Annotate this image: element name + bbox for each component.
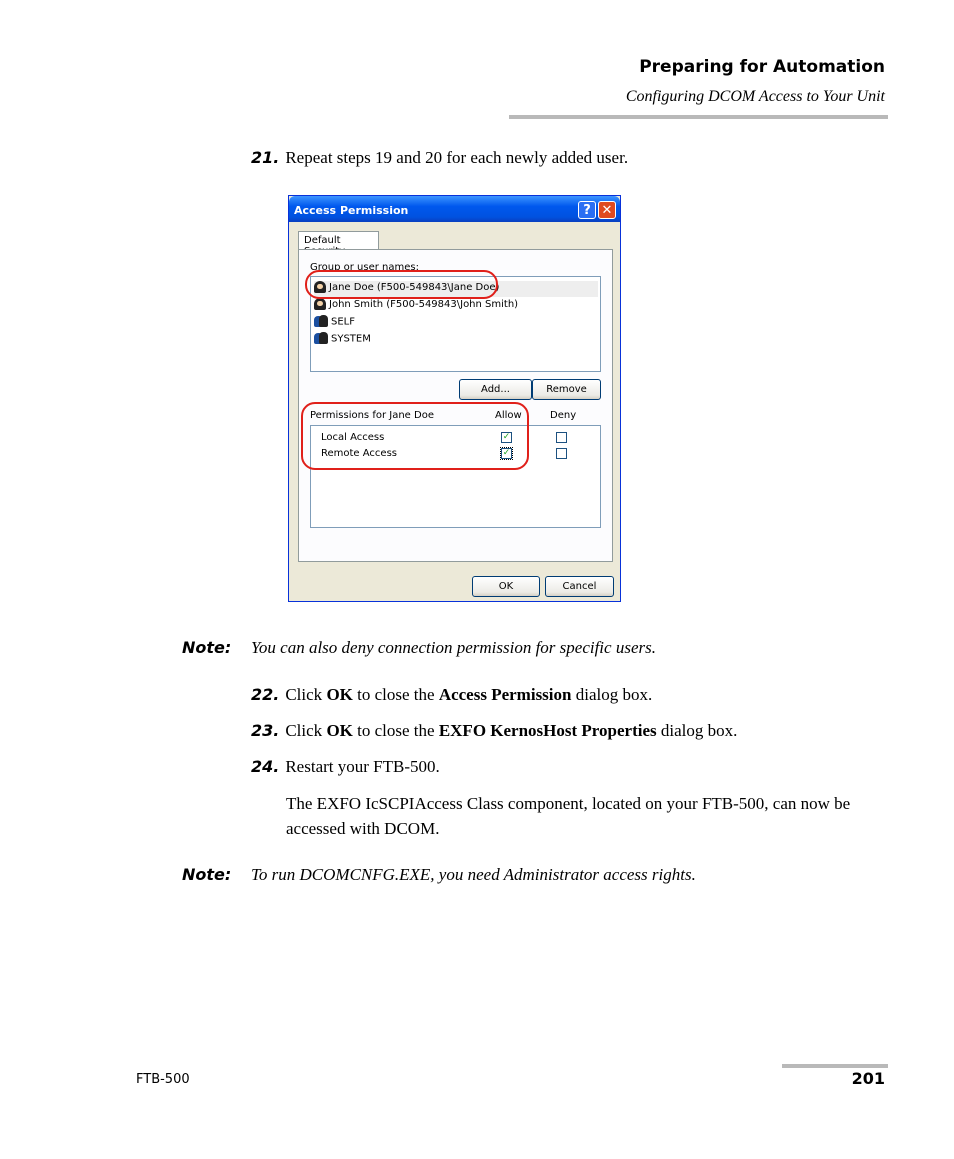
close-button[interactable]: ✕	[598, 201, 616, 219]
note-label: Note:	[182, 638, 232, 657]
ok-button[interactable]: OK	[472, 576, 540, 597]
step-bold: OK	[326, 721, 353, 740]
list-item[interactable]	[314, 315, 355, 331]
dialog-title: Access Permission	[294, 204, 409, 217]
footer-rule	[782, 1064, 888, 1068]
tab-default-security[interactable]: Default	[298, 231, 379, 251]
step-text: Click	[285, 685, 327, 704]
step-number: 24.	[251, 757, 280, 776]
help-button[interactable]: ?	[578, 201, 596, 219]
user-name: SELF	[331, 316, 355, 328]
group-icon	[314, 332, 328, 345]
add-button[interactable]: Add...	[459, 379, 532, 400]
user-name: John Smith (F500-549843\John Smith)	[329, 299, 519, 310]
step-bold: EXFO KernosHost Properties	[438, 721, 657, 740]
page-number: 201	[851, 1069, 885, 1088]
step-23	[251, 721, 737, 741]
footer-product: FTB-500	[136, 1072, 190, 1087]
highlight-permissions	[301, 402, 529, 470]
deny-checkbox-remote[interactable]	[556, 448, 567, 459]
step-24	[251, 757, 440, 777]
allow-checkbox-local[interactable]: ✓	[502, 432, 511, 442]
group-icon	[314, 315, 328, 328]
step-text: Restart your FTB-500.	[285, 757, 440, 776]
step-24-paragraph: The EXFO IcSCPIAccess Class component, located on your FTB-500, can now be accessed with DCOM.	[286, 794, 851, 838]
step-text: Repeat steps 19 and 20 for each newly added user.	[285, 148, 629, 167]
step-text: to close the	[352, 721, 439, 740]
deny-checkbox-local[interactable]	[556, 432, 567, 443]
highlight-user	[305, 270, 498, 299]
list-item[interactable]	[314, 298, 518, 314]
step-bold: OK	[326, 685, 353, 704]
deny-header: Deny	[550, 410, 577, 421]
step-text: to close the	[352, 685, 439, 704]
allow-checkbox-remote[interactable]: ✓	[502, 448, 511, 458]
step-text: Click	[285, 721, 327, 740]
step-text: dialog box.	[571, 685, 653, 704]
header-title: Preparing for Automation	[639, 57, 885, 77]
note-text: You can also deny connection permission for specific users.	[251, 638, 656, 657]
step-text: dialog box.	[656, 721, 738, 740]
user-name: SYSTEM	[331, 333, 371, 345]
permission-local-access: Local Access	[321, 432, 385, 443]
step-number: 23.	[251, 721, 280, 740]
access-permission-dialog	[288, 195, 621, 602]
note-2	[182, 865, 696, 885]
header-subtitle: Configuring DCOM Access to Your Unit	[625, 88, 885, 105]
dialog-titlebar	[289, 196, 620, 222]
step-number: 22.	[251, 685, 280, 704]
header-rule	[509, 115, 888, 119]
step-22	[251, 685, 652, 705]
step-bold: Access Permission	[438, 685, 572, 704]
group-label: Group or user names:	[310, 262, 419, 273]
allow-header: Allow	[495, 410, 522, 421]
step-21	[251, 148, 628, 168]
note-text: To run DCOMCNFG.EXE, you need Administrator access rights.	[251, 865, 696, 884]
list-item[interactable]	[314, 332, 371, 348]
step-number: 21.	[251, 148, 280, 167]
cancel-button[interactable]: Cancel	[545, 576, 614, 597]
note-1	[182, 638, 656, 658]
note-label: Note:	[182, 865, 232, 884]
permissions-label: Permissions for Jane Doe	[310, 410, 434, 421]
permission-remote-access: Remote Access	[321, 448, 397, 459]
remove-button[interactable]: Remove	[532, 379, 601, 400]
user-name: Jane Doe (F500-549843\Jane Doe)	[329, 282, 500, 293]
user-icon	[314, 298, 326, 310]
